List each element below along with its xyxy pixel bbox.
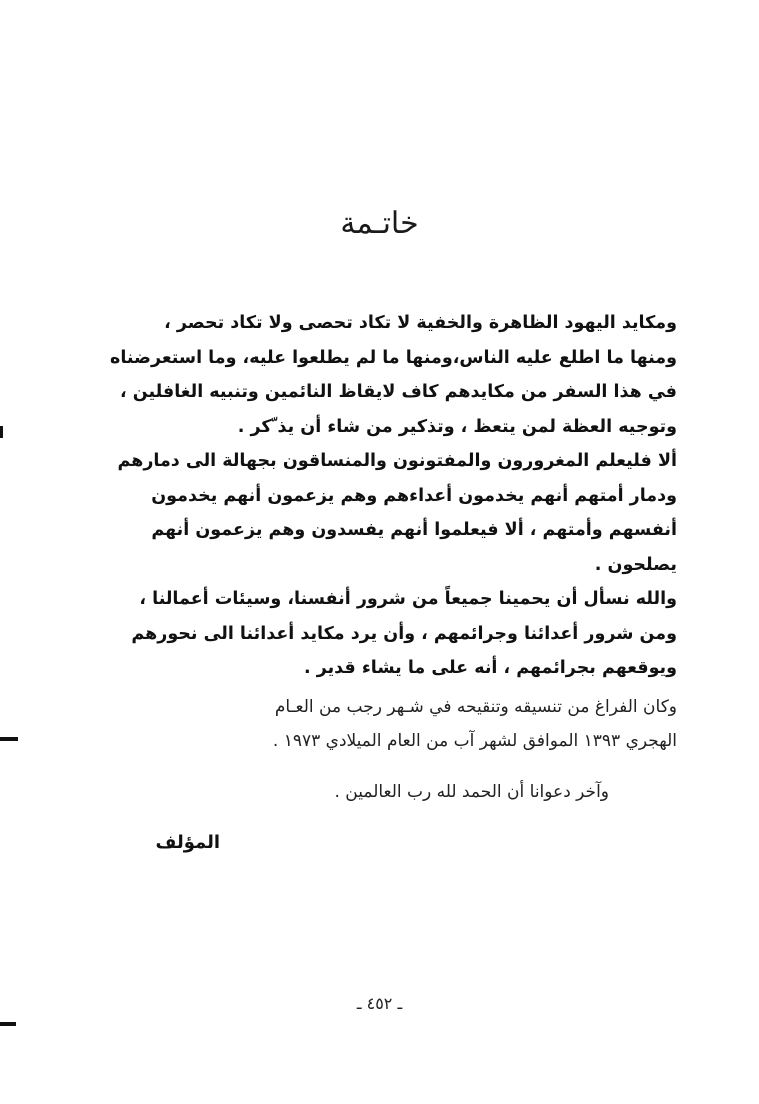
paragraph-4-line-1: وكان الفراغ من تنسيقه وتنقيحه في شـهر رجب من العـام: [274, 697, 677, 717]
paragraph-2-line-3: أنفسهم وأمتهم ، ألا فيعلموا أنهم يفسدون وهم يزعمون أنهم: [151, 520, 677, 540]
paragraph-3: [77, 582, 677, 686]
scan-edge-mark: [0, 426, 3, 438]
scan-edge-mark: [0, 1022, 16, 1026]
closing-line-text: وآخر دعوانا أن الحمد لله رب العالمين .: [334, 782, 609, 802]
paragraph-3-line-2: ومن شرور أعدائنا وجرائمهم ، وأن يرد مكايد أعدائنا الى نحورهم: [131, 623, 677, 644]
paragraph-3-line-1: والله نسأل أن يحمينا جميعاً من شرور أنفسنا، وسيئات أعمالنا ،: [139, 589, 677, 609]
page-title: خاتـمة: [340, 206, 419, 241]
paragraph-4: [77, 690, 677, 758]
scan-edge-mark: [0, 737, 18, 741]
paragraph-1-line-1: ومكايد اليهود الظاهرة والخفية لا تكاد تحصى ولا تكاد تحصر ،: [164, 313, 677, 333]
paragraph-2-line-4: يصلحون .: [594, 554, 677, 575]
paragraph-4-line-2: الهجري ١٣٩٣ الموافق لشهر آب من العام الميلادي ١٩٧٣ .: [272, 731, 677, 751]
paragraph-3-line-3: ويوقعهم بجرائمهم ، أنه على ما يشاء قدير .: [303, 658, 677, 678]
paragraph-2-line-2: ودمار أمتهم أنهم يخدمون أعداءهم وهم يزعمون أنهم يخدمون: [151, 485, 677, 506]
page-number: ـ ٤٥٢ ـ: [356, 994, 403, 1013]
paragraph-1-line-3: في هذا السفر من مكايدهم كاف لايقاظ النائمين وتنبيه الغافلين ،: [119, 382, 677, 402]
paragraph-2-line-1: ألا فليعلم المغرورون والمفتونون والمنساقون بجهالة الى دمارهم: [117, 451, 677, 471]
paragraph-2: [77, 444, 677, 582]
author-signature: المؤلف: [155, 832, 220, 853]
paragraph-1-line-4: وتوجيه العظة لمن يتعظ ، وتذكير من شاء أن يذ ّكر .: [237, 416, 677, 437]
paragraph-1: [77, 306, 677, 444]
paragraph-1-line-2: ومنها ما اطلع عليه الناس،ومنها ما لم يطلعوا عليه، وما استعرضناه: [110, 347, 677, 368]
closing-line: [209, 775, 609, 809]
